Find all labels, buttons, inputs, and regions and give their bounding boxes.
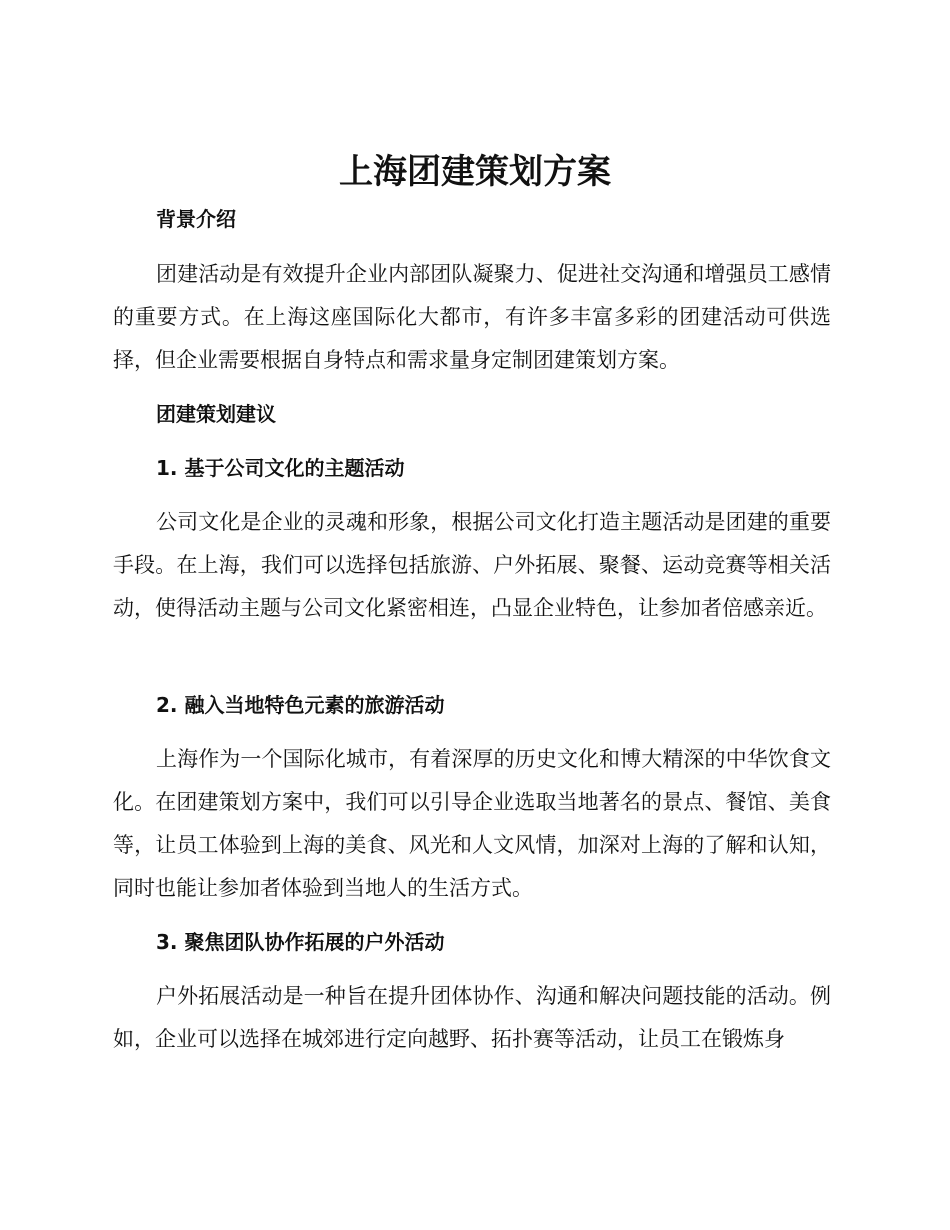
paragraph-outdoor-teamwork: 户外拓展活动是一种旨在提升团体协作、沟通和解决问题技能的活动。例如，企业可以选择在城郊进行定向越野、拓扑赛等活动，让员工在锻炼身 <box>113 984 831 1051</box>
section-heading-local-travel: 2. 融入当地特色元素的旅游活动 <box>156 693 445 717</box>
paragraph-local-travel: 上海作为一个国际化城市，有着深厚的历史文化和博大精深的中华饮食文化。在团建策划方案中，我们可以引导企业选取当地著名的景点、餐馆、美食等，让员工体验到上海的美食、风光和人文风情，加深对上海的了解和认知，同时也能让参加者体验到当地人的生活方式。 <box>113 747 831 900</box>
section-heading-background: 背景介绍 <box>156 207 236 231</box>
paragraph-theme-activity: 公司文化是企业的灵魂和形象，根据公司文化打造主题活动是团建的重要手段。在上海，我们可以选择包括旅游、户外拓展、聚餐、运动竞赛等相关活动，使得活动主题与公司文化紧密相连，凸显企业特色，让参加者倍感亲近。 <box>113 510 831 620</box>
section-heading-outdoor-teamwork: 3. 聚焦团队协作拓展的户外活动 <box>156 930 445 954</box>
section-heading-theme-activity: 1. 基于公司文化的主题活动 <box>156 456 405 480</box>
paragraph-background: 团建活动是有效提升企业内部团队凝聚力、促进社交沟通和增强员工感情的重要方式。在上海这座国际化大都市，有许多丰富多彩的团建活动可供选择，但企业需要根据自身特点和需求量身定制团建策划方案。 <box>113 262 831 372</box>
document-title: 上海团建策划方案 <box>339 152 611 192</box>
section-heading-suggestions: 团建策划建议 <box>156 402 276 426</box>
